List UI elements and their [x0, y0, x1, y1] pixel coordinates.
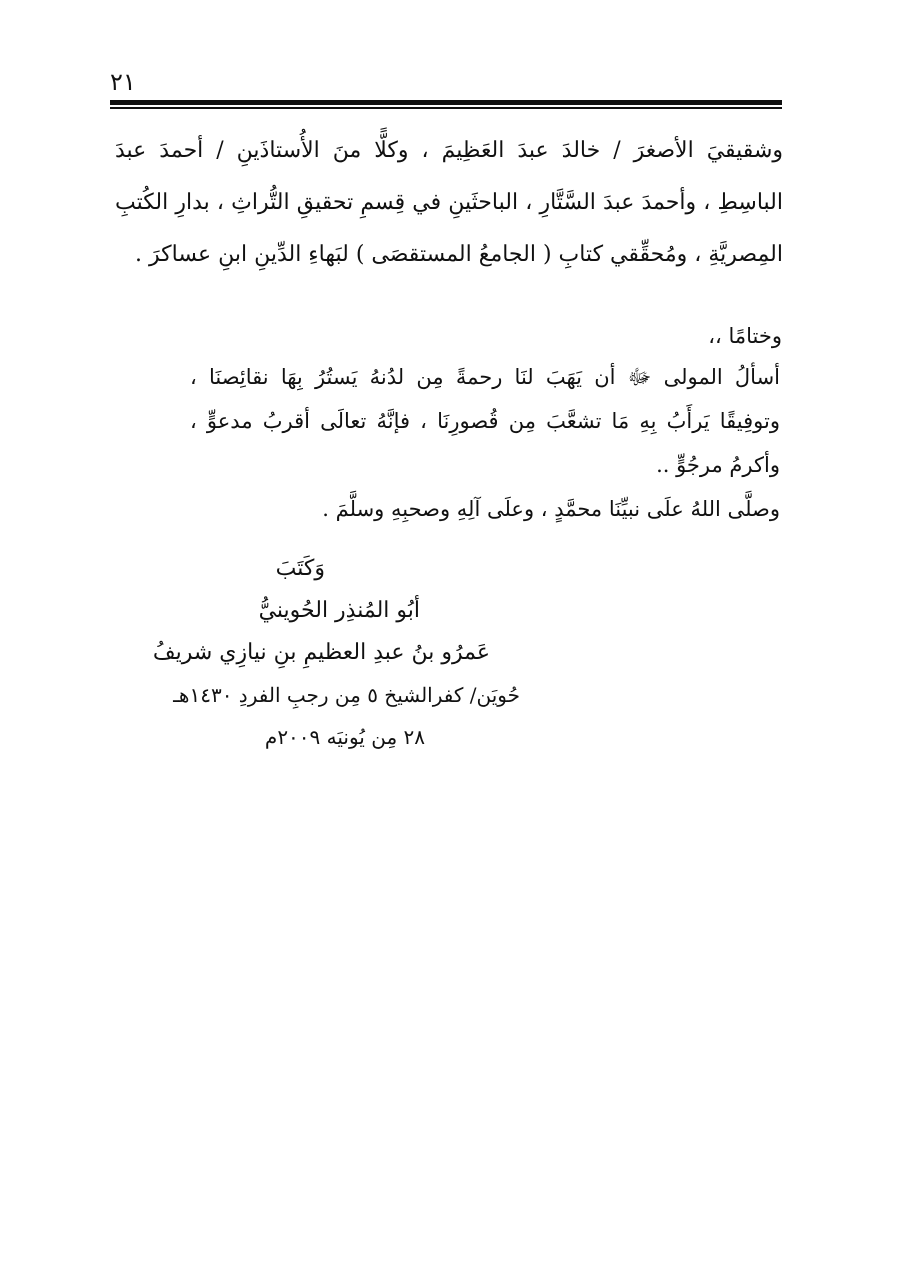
closing-body — [190, 355, 780, 531]
closing-prayer-paragraph: أسألُ المولى ﷻ أن يَهَبَ لنَا رحمةً مِن لدُنهُ يَستُرُ بِهَا نقائِصنَا ، وتوفِيقًا يَرأَبُ بِهِ مَا تشعَّبَ مِن قُصورِنَا ، فإنَّهُ تعالَى أقربُ مدعوٍّ ، وأكرمُ مرجُوٍّ .. — [190, 365, 780, 477]
signature-wrote: وَكَتَبَ — [275, 556, 325, 581]
page-number: ٢١ — [110, 68, 136, 96]
closing-label: وختامًا ،، — [708, 324, 782, 348]
header-rule-thin — [110, 107, 782, 109]
closing-salutation-paragraph: وصلَّى اللهُ علَى نبيِّنَا محمَّدٍ ، وعلَى آلِهِ وصحبِهِ وسلَّمَ . — [322, 497, 780, 521]
signature-full-name: عَمرُو بنُ عبدِ العظيمِ بنِ نيازِي شريفُ — [152, 640, 490, 665]
signature-gregorian-date: ٢٨ مِن يُونيَه ٢٠٠٩م — [264, 725, 425, 749]
signature-block — [100, 548, 520, 758]
header-rule-thick — [110, 100, 782, 105]
acknowledgment-paragraph: وشقيقيَ الأصغرَ / خالدَ عبدَ العَظِيمَ ، وكلًّا منَ الأُستاذَينِ / أحمدَ عبدَ الباسِطِ ، وأحمدَ عبدَ السَّتَّارِ ، الباحثَينِ في قِسمِ تحقيقِ التُّراثِ ، بدارِ الكُتبِ المِصريَّةِ ، ومُحقِّقي كتابِ ( الجامعُ المستقصَى ) لبَهاءِ الدِّينِ ابنِ عساكرَ . — [115, 138, 783, 267]
signature-kunya: أبُو المُنذِر الحُوينيُّ — [258, 598, 420, 623]
signature-place-date: حُويَن/ كفرالشيخ ٥ مِن رجبِ الفردِ ١٤٣٠هـ — [173, 683, 520, 707]
